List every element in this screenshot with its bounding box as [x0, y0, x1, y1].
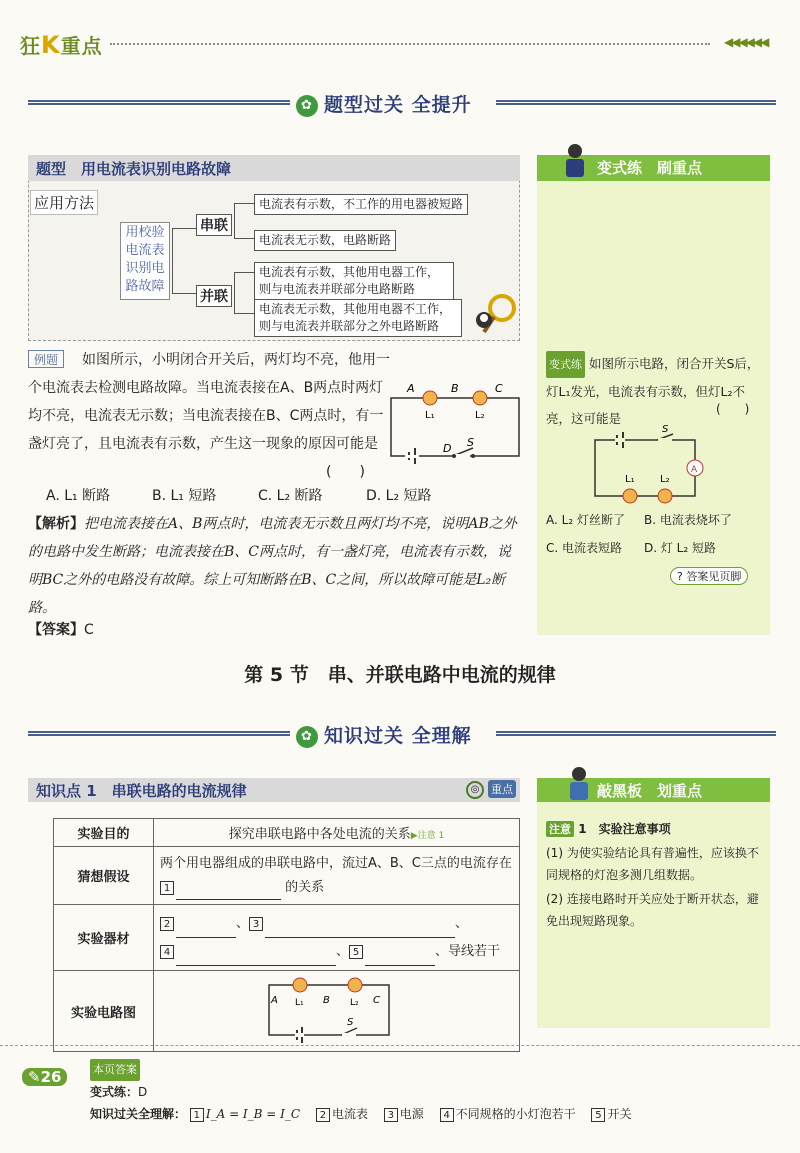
option-b: B. L₁ 短路 — [152, 488, 217, 504]
equip-cell: 2 、 3 、 4 、 5 、导线若干 — [154, 905, 520, 971]
page-number: ✎26 — [22, 1068, 67, 1086]
section2-rule-left — [28, 731, 290, 736]
note-item-2: (2) 连接电路时开关应处于断开状态，避免出现短路现象。 — [546, 892, 759, 928]
diagram-label-s: S — [467, 436, 474, 449]
analysis-block — [28, 510, 522, 622]
parallel-connector — [234, 272, 254, 314]
note-item-1: (1) 为使实验结论具有普遍性，应该换不同规格的灯泡多测几组数据。 — [546, 846, 759, 882]
section-rule-left — [28, 100, 290, 105]
series-item-2: 电流表无示数，电路断路 — [254, 230, 396, 251]
parallel-item-1: 电流表有示数，其他用电器工作，则与电流表并联部分电路断路 — [254, 262, 454, 300]
kp1-label-a: A — [271, 995, 278, 1006]
kp1-circuit-diagram — [255, 975, 405, 1043]
brand-logo: 狂K重点 — [20, 31, 103, 59]
equip-label: 实验器材 — [54, 905, 154, 971]
experiment-table — [53, 818, 520, 1052]
example-text: 如图所示，小明闭合开关后，两灯均不亮，他用一个电流表去检测电路故障。当电流表接在A、B两点时两灯均不亮，电流表无示数；当电流表接在B、C两点时，有一盏灯亮了，且电流表有示数，产生这一现象的原因可能是 — [28, 352, 390, 452]
option-a: A. L₁ 断路 — [46, 488, 111, 504]
diagram-label-c: C — [495, 382, 503, 395]
method-label: 应用方法 — [30, 190, 98, 215]
series-item-1: 电流表有示数，不工作的用电器被短路 — [254, 194, 468, 215]
root-label: 用校验电流表识别电路故障 — [120, 222, 170, 300]
hypo-cell: 两个用电器组成的串联电路中，流过A、B、C三点的电流存在1 的关系 — [154, 847, 520, 905]
tree-connector — [172, 228, 196, 294]
header-arrows-icon: ◀◀◀◀◀◀ — [724, 35, 768, 49]
kp1-label-s: S — [347, 1017, 354, 1028]
kp1-badge: 重点 — [488, 780, 516, 798]
variant-option-a: A. L₂ 灯丝断了 — [546, 513, 625, 527]
variant-bracket: ( ) — [716, 402, 750, 416]
variant-option-b: B. 电流表烧坏了 — [644, 513, 732, 527]
pencil-icon: ✎ — [28, 1068, 41, 1086]
teacher-icon — [564, 766, 594, 802]
variant-label-a: A — [691, 465, 698, 475]
series-label: 串联 — [196, 214, 232, 236]
diagram-label-b: B — [451, 382, 459, 395]
purpose-label: 实验目的 — [54, 819, 154, 847]
student-icon — [560, 142, 590, 180]
series-connector — [234, 203, 254, 239]
page-answers: 本页答案 变式练：D 知识过关全理解： 1 I_A = I_B = I_C 2 电流表 3 电源 4 不同规格的小灯泡若干 5 开关 — [90, 1058, 631, 1125]
variant-question: 变式练 如图所示电路，闭合开关S后，灯L₁发光，电流表有示数，但灯L₂不亮，这可能是 — [546, 350, 766, 432]
see-answer-badge: ? 答案见页脚 — [670, 567, 748, 585]
kp1-label-c: C — [373, 995, 380, 1006]
table-row — [54, 847, 520, 905]
variant-label-l1: L₁ — [625, 474, 635, 485]
table-row — [54, 971, 520, 1052]
variant-option-d: D. 灯 L₂ 短路 — [644, 541, 716, 555]
target-icon: ◎ — [466, 781, 484, 799]
analysis-text: 把电流表接在A、B两点时，电流表无示数且两灯均不亮，说明AB之外的电路中发生断路；电流表接在B、C两点时，有一盏灯亮，电流表有示数，说明BC之外的电路没有故障。综上可知断路在B、C之间，所以故障可能是L₂断路。 — [28, 516, 517, 616]
header-dotted-line — [110, 43, 710, 45]
magnifier-mascot-icon — [470, 292, 520, 340]
section-title: 第 5 节 串、并联电路中电流的规律 — [244, 664, 556, 686]
option-c: C. L₂ 断路 — [258, 488, 323, 504]
answer-line: 【答案】C — [28, 622, 94, 638]
kp1-label-l1: L₁ — [295, 998, 304, 1008]
hypo-label: 猜想假设 — [54, 847, 154, 905]
note-heading: 注意 1 实验注意事项 — [546, 820, 671, 837]
question-icon: ? — [677, 570, 683, 583]
example-circuit-diagram — [385, 376, 525, 464]
option-d: D. L₂ 短路 — [366, 488, 432, 504]
variant-option-c: C. 电流表短路 — [546, 541, 623, 555]
kp1-label-b: B — [323, 995, 330, 1006]
section-rule-right — [496, 100, 776, 105]
parallel-item-2: 电流表无示数，其他用电器不工作，则与电流表并联部分之外电路断路 — [254, 299, 462, 337]
variant-label-l2: L₂ — [660, 474, 670, 485]
variant-label-s: S — [662, 424, 669, 435]
parallel-label: 并联 — [196, 285, 232, 307]
key-points-title: 敲黑板 划重点 — [537, 778, 770, 802]
diagram-label-a: A — [407, 382, 415, 395]
footer-divider — [0, 1045, 800, 1046]
diagram-label-d: D — [443, 442, 452, 455]
analysis-label: 【解析】 — [28, 516, 84, 532]
example-bracket: ( ) — [326, 464, 365, 480]
kp1-title: 知识点 1 串联电路的电流规律 — [28, 778, 520, 802]
kp1-label-l2: L₂ — [350, 998, 359, 1008]
purpose-cell: 探究串联电路中各处电流的关系▶注意 1 — [154, 819, 520, 847]
diagram-label-l2: L₂ — [475, 410, 485, 421]
variant-panel-title: 变式练 刷重点 — [537, 155, 770, 181]
diagram-cell — [154, 971, 520, 1052]
diagram-label: 实验电路图 — [54, 971, 154, 1052]
table-row — [54, 905, 520, 971]
type-title: 题型 用电流表识别电路故障 — [28, 155, 520, 181]
section-heading: ✿ 题型过关 全提升 — [296, 90, 472, 117]
example-tag: 例题 — [28, 350, 64, 368]
section2-rule-right — [496, 731, 776, 736]
section2-heading: ✿ 知识过关 全理解 — [296, 721, 472, 748]
diagram-label-l1: L₁ — [425, 410, 435, 421]
leaf-icon: ✿ — [296, 95, 318, 117]
leaf-icon: ✿ — [296, 726, 318, 748]
table-row — [54, 819, 520, 847]
variant-circuit-diagram — [585, 424, 715, 504]
